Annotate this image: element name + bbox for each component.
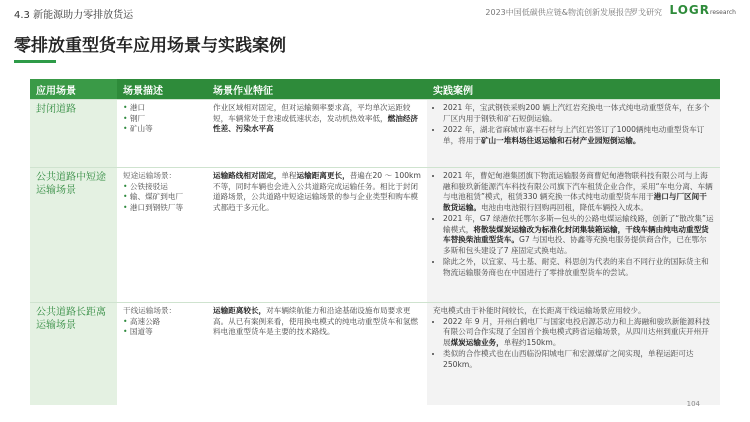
description-item: • 国道等 (123, 327, 201, 338)
case-intro: 充电模式由于补能时间较长，在长距离干线运输场景应用较少。 (433, 306, 646, 315)
description-item: • 输、煤矿到电厂 (123, 192, 201, 203)
description-cell (117, 168, 207, 303)
emphasis-text: 运输路线相对固定， (213, 171, 282, 180)
text-run: 2021 年，宝武钢铁采购200 辆上汽红岩充换电一体式纯电动重型货车，在多个厂区内用于钢铁和矿石短倒运输。 (443, 103, 710, 123)
scene-cell: 公共道路中短途运输场景 (30, 168, 117, 303)
case-item (443, 214, 714, 256)
case-cell (427, 303, 720, 406)
report-name: 2023中国低碳供应链&物流创新发展报告 (485, 8, 632, 17)
header-feature: 场景作业特征 (207, 79, 427, 100)
emphasis-text: 煤炭运输业务， (450, 337, 504, 347)
case-list (433, 317, 714, 371)
case-cell (427, 168, 720, 303)
case-item (443, 317, 714, 349)
text-run: 类似的合作模式也在山西临汾阳城电厂和宏源煤矿之间实现，单程运距可达250km。 (443, 349, 694, 369)
case-item (443, 349, 714, 370)
text-run: 对车辆续航能力和沿途基础设施布局要求更高。从已有案例来看，使用换电模式的纯电动重型货车和氢燃料电池重型货车是主要的技术路线。 (213, 306, 419, 336)
header-cases: 实践案例 (427, 79, 720, 100)
emphasis-text: 运输距离更长， (296, 171, 350, 180)
description-title: 干线运输场景： (123, 306, 177, 315)
description-item: • 钢厂 (123, 114, 201, 125)
description-list (123, 103, 201, 135)
description-cell (117, 303, 207, 406)
case-cell (427, 100, 720, 168)
text-run: 作业区域相对固定，但对运输频率要求高，平均单次运距较短，车辆常处于怠速或低速状态，发动机热效率低， (213, 103, 411, 123)
description-list (123, 317, 201, 338)
text-run: 普遍在20 ～ 100km 不等，同时车辆也会进入公共道路完成运输任务。相比于封闭道路场景，公共道路中短途运输场景的参与企业类型和购车模式都趋于多元化。 (213, 171, 421, 212)
header-scene: 应用场景 (30, 79, 117, 100)
case-item (443, 171, 714, 213)
header-desc: 场景描述 (117, 79, 207, 100)
logo (670, 3, 736, 17)
description-item: • 公铁接驳运 (123, 182, 201, 193)
feature-cell (207, 168, 427, 303)
feature-cell (207, 303, 427, 406)
emphasis-text: 运输距离较长， (213, 306, 267, 315)
description-cell (117, 100, 207, 168)
emphasis-text: 矿山一堆料场往返运输和石材产业园短倒运输。 (480, 135, 641, 145)
scenario-table (30, 79, 720, 405)
scene-cell: 公共道路长距离运输场景 (30, 303, 117, 406)
case-item (443, 103, 714, 124)
text-run: 单程约150km。 (503, 337, 561, 347)
emphasis-text: 将散装煤炭运输改为标准化封闭集装箱运输，干线车辆由纯电动重型货车替换柴油重型货车。 (443, 224, 709, 244)
description-list (123, 182, 201, 214)
text-run: 2022 年 9 月，开州白鹤电厂与国家电投启源芯动力和上海融和骏玖新能源科技有限公司合作实现了全国首个换电模式跨省运输场景，从四川达州到重庆开州开展 (443, 316, 710, 347)
table-header-row (30, 79, 720, 100)
table-row (30, 168, 720, 303)
description-item: • 港口到钢铁厂等 (123, 203, 201, 214)
description-title: 短途运输场景： (123, 171, 177, 180)
text-run: 除此之外，以宜家、马士基、耐克、科思创为代表的来自不同行业的国际货主和物流运输服务商也在中国进行了零排放重型货车的尝试。 (443, 257, 709, 277)
description-item: • 矿山等 (123, 124, 201, 135)
text-run: 电池由电池银行回购再回租，降低车辆投入成本。 (480, 202, 649, 212)
text-run: 2021 年，G7 绿港依托鄂尔多斯—包头的公路电煤运输线路，创新了“散改集”运输模式， (443, 214, 714, 234)
description-item: • 港口 (123, 103, 201, 114)
section-label: 4.3 新能源助力零排放货运 (14, 10, 134, 21)
text-run: 2021 年，曹妃甸港集团旗下物流运输服务商曹妃甸港物联科技有限公司与上海融和骏玖新能源汽车科技有限公司旗下汽车租赁企业合作，采用“车电分离、车辆与电池租赁”模式，租赁330 辆充换一体式纯电动重型货车用于 (443, 171, 713, 201)
feature-cell (207, 100, 427, 168)
description-item: • 高速公路 (123, 317, 201, 328)
emphasis-text: 燃油经济性差、污染水平高 (213, 113, 419, 133)
table-row (30, 100, 720, 168)
text-run: G7 与国电投、协鑫等充换电服务提供商合作，已在鄂尔多斯和包头建设了7 座固定式换电站。 (443, 235, 707, 255)
text-run: 2022 年，湖北省麻城市嘉丰石材与上汽红岩签订了1000辆纯电动重型货车订单，将用于 (443, 125, 705, 145)
logo-sub: research (710, 9, 736, 16)
top-bar (0, 0, 750, 24)
page-number: 104 (686, 400, 700, 408)
title-accent-bar (14, 60, 56, 63)
emphasis-text: 港口与厂区间干散货运输。 (443, 192, 707, 212)
case-item (443, 257, 714, 278)
brand-name: 罗戈研究 (630, 8, 662, 17)
case-item (443, 125, 714, 146)
logo-text: LOGR (669, 3, 711, 17)
page-title: 零排放重型货车应用场景与实践案例 (14, 36, 286, 56)
table-row (30, 303, 720, 406)
text-run: 单程 (281, 171, 297, 180)
case-list (433, 103, 714, 146)
case-list (433, 171, 714, 278)
scene-cell: 封闭道路 (30, 100, 117, 168)
